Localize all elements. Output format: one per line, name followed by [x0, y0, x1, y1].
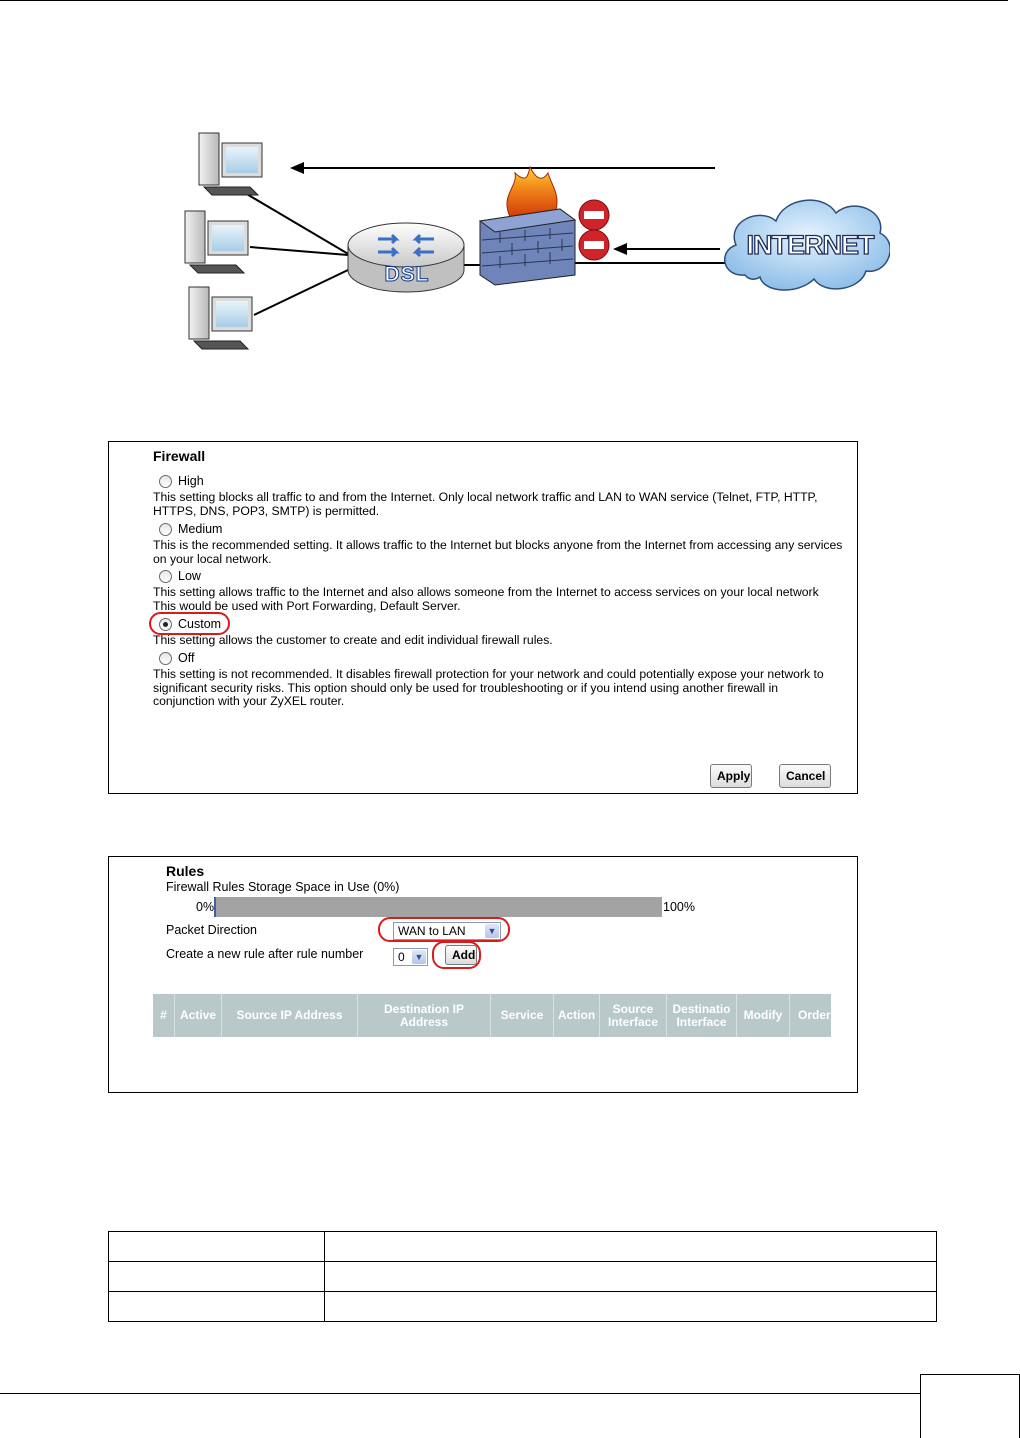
computer-icon-2: [185, 211, 248, 273]
add-button[interactable]: Add: [445, 945, 477, 965]
apply-button[interactable]: Apply: [710, 764, 752, 788]
new-rule-label: Create a new rule after rule number: [166, 947, 364, 961]
radio-off[interactable]: [159, 652, 172, 665]
computer-icon-1: [199, 133, 262, 195]
document-table: [108, 1231, 937, 1322]
rules-title: Rules: [166, 863, 205, 879]
storage-max-label: 100%: [663, 900, 695, 914]
custom-highlight: [149, 612, 230, 635]
col-order: Order: [798, 1008, 831, 1022]
col-destination-ip: Destination IP Address: [358, 994, 491, 1037]
option-high-description: This setting blocks all traffic to and from the Internet. Only local network traffic and LAN to WAN service (Telnet, FTP, HTTP, HTTPS, DNS, POP3, SMTP) is permitted.: [153, 490, 818, 518]
col-action: Action: [554, 994, 600, 1037]
option-low[interactable]: [159, 569, 201, 583]
firewall-icon: [480, 167, 575, 285]
table-row: [109, 1262, 937, 1292]
page-number-box: [920, 1374, 1020, 1438]
top-rule: [0, 0, 1008, 1]
internet-label: INTERNET: [746, 230, 874, 260]
rule-number-value: 0: [398, 950, 405, 964]
table-row: [109, 1292, 937, 1322]
table-row: [109, 1232, 937, 1262]
network-diagram: [170, 125, 890, 355]
col-source-ip: Source IP Address: [222, 994, 358, 1037]
rule-number-select[interactable]: [393, 948, 428, 966]
radio-low[interactable]: [159, 570, 172, 583]
col-source-interface: Source Interface: [600, 994, 667, 1037]
col-service: Service: [491, 994, 554, 1037]
rules-screen: [108, 856, 858, 1093]
storage-bar: [214, 897, 662, 917]
router-label: DSL: [384, 263, 430, 286]
packet-direction-value: WAN to LAN: [398, 924, 466, 938]
rules-table-header: [153, 994, 831, 1037]
option-off[interactable]: [159, 651, 194, 665]
radio-high[interactable]: [159, 475, 172, 488]
cancel-button[interactable]: Cancel: [779, 764, 831, 788]
option-off-description: This setting is not recommended. It disables firewall protection for your network and could potentially expose your network to significant security risks. This option should only be used for troubleshooting or if you intend using another firewall in conjunction with your ZyXEL router.: [153, 667, 824, 708]
col-active: Active: [175, 994, 222, 1037]
option-low-label: Low: [178, 569, 201, 583]
option-high-label: High: [178, 474, 204, 488]
block-icon-2: [579, 230, 609, 260]
option-high[interactable]: [159, 474, 204, 488]
firewall-screen: [108, 441, 858, 794]
chevron-down-icon: ▼: [485, 924, 499, 938]
storage-min-label: 0%: [196, 900, 215, 914]
option-medium-description: This is the recommended setting. It allows traffic to the Internet but blocks anyone from the Internet from accessing any services on your local network.: [153, 538, 843, 566]
chevron-down-icon: ▼: [412, 950, 426, 964]
col-number: #: [153, 994, 175, 1037]
packet-direction-label: Packet Direction: [166, 923, 258, 937]
radio-medium[interactable]: [159, 523, 172, 536]
packet-direction-highlight: [378, 917, 510, 942]
option-low-description: This setting allows traffic to the Internet and also allows someone from the Internet to access services on your local network This would be used with Port Forwarding, Default Server.: [153, 585, 819, 613]
option-off-label: Off: [178, 651, 195, 665]
option-custom-description: This setting allows the customer to create and edit individual firewall rules.: [153, 633, 553, 647]
option-medium-label: Medium: [178, 522, 223, 536]
add-highlight: [432, 941, 481, 969]
option-custom-label: Custom: [178, 617, 222, 631]
firewall-title: Firewall: [153, 448, 206, 464]
col-destination-interface: Destinatio Interface: [667, 994, 737, 1037]
storage-label: Firewall Rules Storage Space in Use (0%): [166, 880, 400, 894]
computer-icon-3: [189, 287, 252, 349]
col-modify: Modify: [737, 994, 790, 1037]
option-medium[interactable]: [159, 522, 222, 536]
block-icon-1: [579, 200, 609, 230]
bottom-rule: [0, 1393, 920, 1394]
